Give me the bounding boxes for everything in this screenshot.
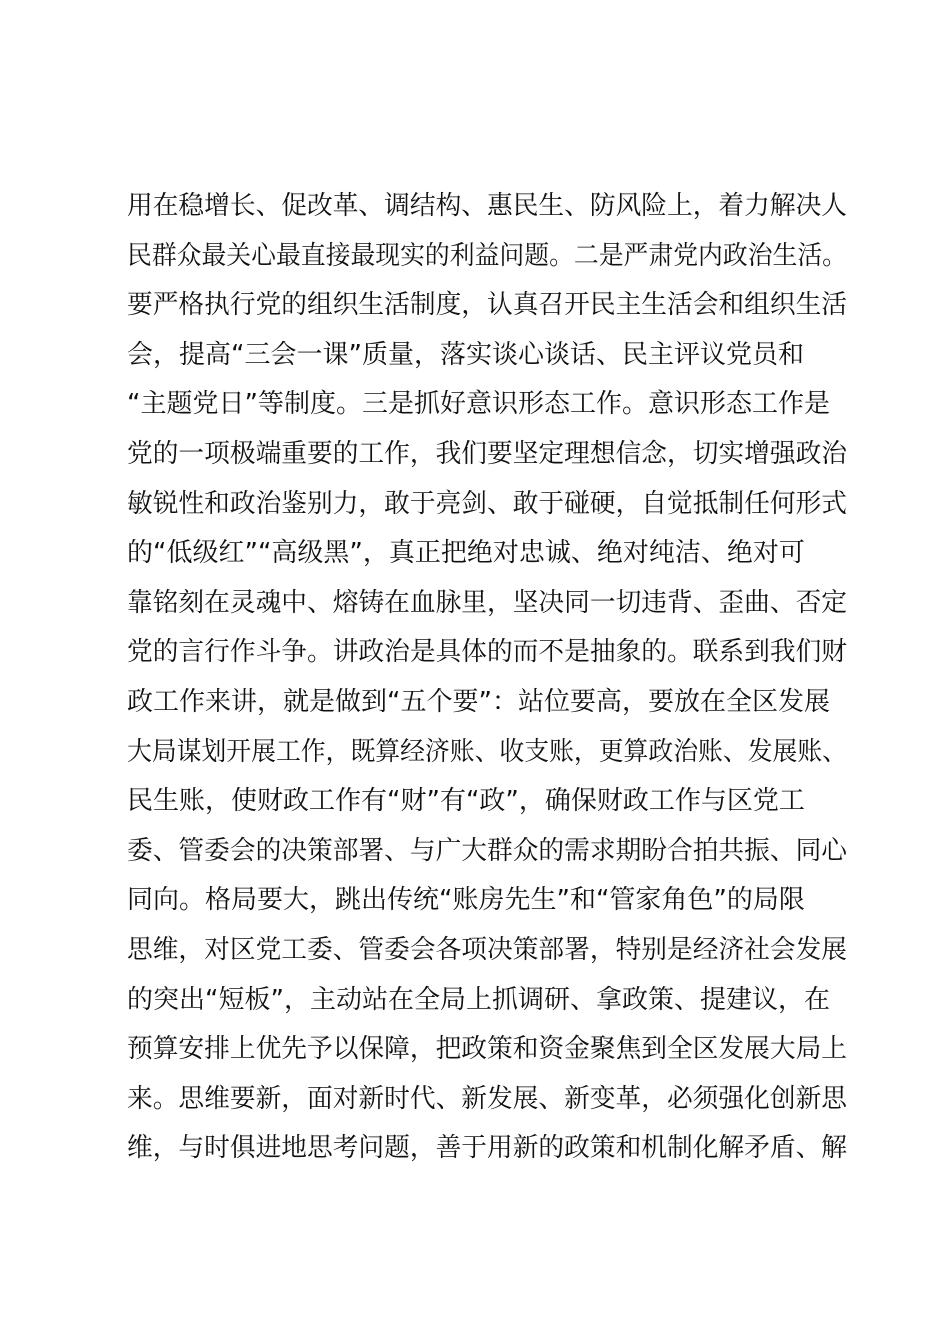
text-line: 民群众最关心最直接最现实的利益问题。二是严肃党内政治生活。 <box>127 240 848 271</box>
text-line: 民生账，使财政工作有“财”有“政”，确保财政工作与区党工 <box>127 786 805 817</box>
text-line: 政工作来讲，就是做到“五个要”：站位要高，要放在全区发展 <box>127 686 830 717</box>
text-line: 要严格执行党的组织生活制度，认真召开民主生活会和组织生活 <box>127 290 848 321</box>
text-line: 党的言行作斗争。讲政治是具体的而不是抽象的。联系到我们财 <box>127 637 848 668</box>
text-line: 来。思维要新，面对新时代、新发展、新变革，必须强化创新思 <box>127 1083 848 1114</box>
text-line: 维，与时俱进地思考问题，善于用新的政策和机制化解矛盾、解 <box>127 1133 848 1164</box>
text-line: 预算安排上优先予以保障，把政策和资金聚焦到全区发展大局上 <box>127 1034 848 1065</box>
text-line: 的突出“短板”，主动站在全局上抓调研、拿政策、提建议，在 <box>127 984 830 1015</box>
text-line: 敏锐性和政治鉴别力，敢于亮剑、敢于碰硬，自觉抵制任何形式 <box>127 488 848 519</box>
text-line: 同向。格局要大，跳出传统“账房先生”和“管家角色”的局限 <box>127 885 805 916</box>
text-line: 委、管委会的决策部署、与广大群众的需求期盼合拍共振、同心 <box>127 835 848 866</box>
text-line: 靠铭刻在灵魂中、熔铸在血脉里，坚决同一切违背、歪曲、否定 <box>127 587 848 618</box>
text-line: “主题党日”等制度。三是抓好意识形态工作。意识形态工作是 <box>127 389 830 420</box>
text-line: 会，提高“三会一课”质量，落实谈心谈话、民主评议党员和 <box>127 339 804 370</box>
body-text <box>127 182 847 1174</box>
text-line: 用在稳增长、促改革、调结构、惠民生、防风险上，着力解决人 <box>127 191 848 221</box>
text-line: 大局谋划开展工作，既算经济账、收支账，更算政治账、发展账、 <box>127 736 848 767</box>
text-line: 思维，对区党工委、管委会各项决策部署，特别是经济社会发展 <box>127 934 848 965</box>
text-line: 的“低级红”“高级黑”，真正把绝对忠诚、绝对纯洁、绝对可 <box>127 538 805 569</box>
text-line: 党的一项极端重要的工作，我们要坚定理想信念，切实增强政治 <box>127 438 848 469</box>
